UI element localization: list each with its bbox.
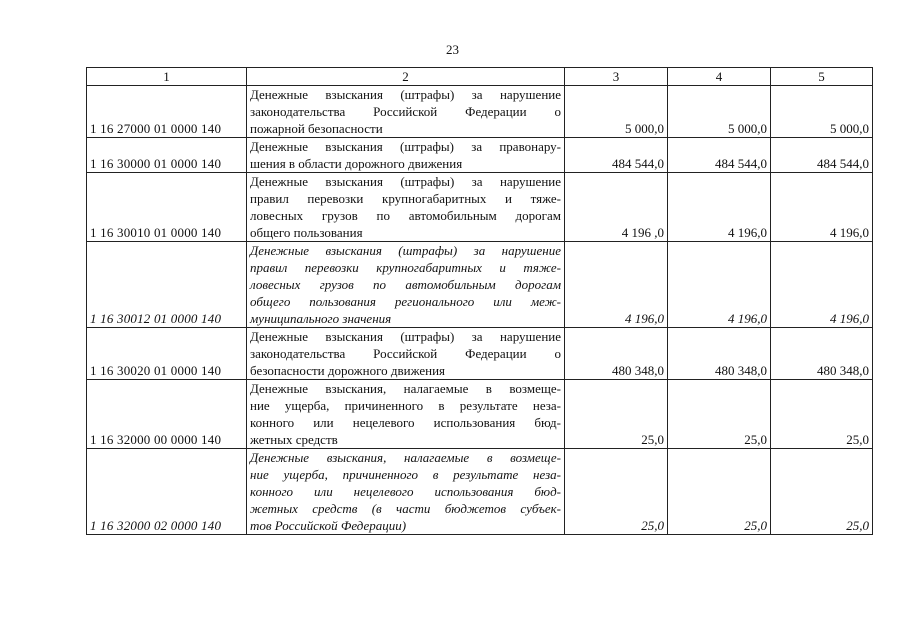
description-line: муниципального значения <box>250 311 392 326</box>
amount-cell-col-3: 4 196 ,0 <box>565 173 668 242</box>
table-row <box>87 173 873 242</box>
budget-code-cell: 1 16 30012 01 0000 140 <box>87 242 247 328</box>
description-line: ние ущерба, причиненного в результате неза- <box>250 398 561 413</box>
header-col-1: 1 <box>87 68 247 86</box>
amount-cell-col-4: 25,0 <box>668 380 771 449</box>
amount-cell-col-5: 480 348,0 <box>771 328 873 380</box>
description-cell <box>247 138 565 173</box>
description-line: Денежные взыскания (штрафы) за нарушение <box>250 174 561 189</box>
table-header-row <box>87 68 873 86</box>
description-line: Денежные взыскания (штрафы) за нарушение <box>250 243 561 258</box>
table-row <box>87 138 873 173</box>
page-number: 23 <box>446 42 459 57</box>
table-row <box>87 86 873 138</box>
header-col-3: 3 <box>565 68 668 86</box>
header-col-4: 4 <box>668 68 771 86</box>
table-row <box>87 449 873 535</box>
table-row <box>87 380 873 449</box>
description-line: конного или нецелевого использования бюд- <box>250 484 561 499</box>
description-line: ловесных грузов по автомобильным дорогам <box>250 208 561 223</box>
description-line: шения в области дорожного движения <box>250 156 463 171</box>
description-cell <box>247 328 565 380</box>
amount-cell-col-3: 480 348,0 <box>565 328 668 380</box>
description-line: тов Российской Федерации) <box>250 518 407 533</box>
description-cell <box>247 242 565 328</box>
description-cell <box>247 380 565 449</box>
budget-code-cell: 1 16 32000 02 0000 140 <box>87 449 247 535</box>
description-line: пожарной безопасности <box>250 121 383 136</box>
amount-cell-col-4: 25,0 <box>668 449 771 535</box>
amount-cell-col-3: 4 196,0 <box>565 242 668 328</box>
description-cell <box>247 449 565 535</box>
description-line: Денежные взыскания, налагаемые в возмеще- <box>250 381 561 396</box>
description-line: жетных средств (в части бюджетов субъек- <box>250 501 561 516</box>
amount-cell-col-5: 25,0 <box>771 380 873 449</box>
amount-cell-col-5: 5 000,0 <box>771 86 873 138</box>
description-line: законодательства Российской Федерации о <box>250 346 561 361</box>
budget-code-cell: 1 16 27000 01 0000 140 <box>87 86 247 138</box>
amount-cell-col-3: 25,0 <box>565 380 668 449</box>
amount-cell-col-4: 4 196,0 <box>668 173 771 242</box>
amount-cell-col-5: 25,0 <box>771 449 873 535</box>
description-line: ловесных грузов по автомобильным дорогам <box>250 277 561 292</box>
description-line: Денежные взыскания (штрафы) за правонару- <box>250 139 561 154</box>
amount-cell-col-3: 25,0 <box>565 449 668 535</box>
amount-cell-col-4: 4 196,0 <box>668 242 771 328</box>
description-line: жетных средств <box>250 432 338 447</box>
amount-cell-col-3: 5 000,0 <box>565 86 668 138</box>
description-line: общего пользования <box>250 225 363 240</box>
amount-cell-col-5: 4 196,0 <box>771 242 873 328</box>
revenue-table <box>86 67 873 535</box>
table-body <box>87 86 873 535</box>
amount-cell-col-4: 480 348,0 <box>668 328 771 380</box>
amount-cell-col-4: 5 000,0 <box>668 86 771 138</box>
table-row <box>87 242 873 328</box>
description-line: Денежные взыскания, налагаемые в возмеще- <box>250 450 561 465</box>
amount-cell-col-5: 484 544,0 <box>771 138 873 173</box>
amount-cell-col-4: 484 544,0 <box>668 138 771 173</box>
description-line: безопасности дорожного движения <box>250 363 446 378</box>
budget-code-cell: 1 16 32000 00 0000 140 <box>87 380 247 449</box>
description-line: общего пользования регионального или меж- <box>250 294 561 309</box>
table-row <box>87 328 873 380</box>
amount-cell-col-3: 484 544,0 <box>565 138 668 173</box>
description-cell <box>247 86 565 138</box>
description-cell <box>247 173 565 242</box>
description-line: Денежные взыскания (штрафы) за нарушение <box>250 87 561 102</box>
amount-cell-col-5: 4 196,0 <box>771 173 873 242</box>
description-line: конного или нецелевого использования бюд- <box>250 415 561 430</box>
header-col-2: 2 <box>247 68 565 86</box>
budget-code-cell: 1 16 30000 01 0000 140 <box>87 138 247 173</box>
description-line: Денежные взыскания (штрафы) за нарушение <box>250 329 561 344</box>
budget-code-cell: 1 16 30010 01 0000 140 <box>87 173 247 242</box>
description-line: правил перевозки крупногабаритных и тяже- <box>250 260 561 275</box>
budget-code-cell: 1 16 30020 01 0000 140 <box>87 328 247 380</box>
description-line: правил перевозки крупногабаритных и тяже- <box>250 191 561 206</box>
description-line: законодательства Российской Федерации о <box>250 104 561 119</box>
header-col-5: 5 <box>771 68 873 86</box>
description-line: ние ущерба, причиненного в результате неза- <box>250 467 561 482</box>
